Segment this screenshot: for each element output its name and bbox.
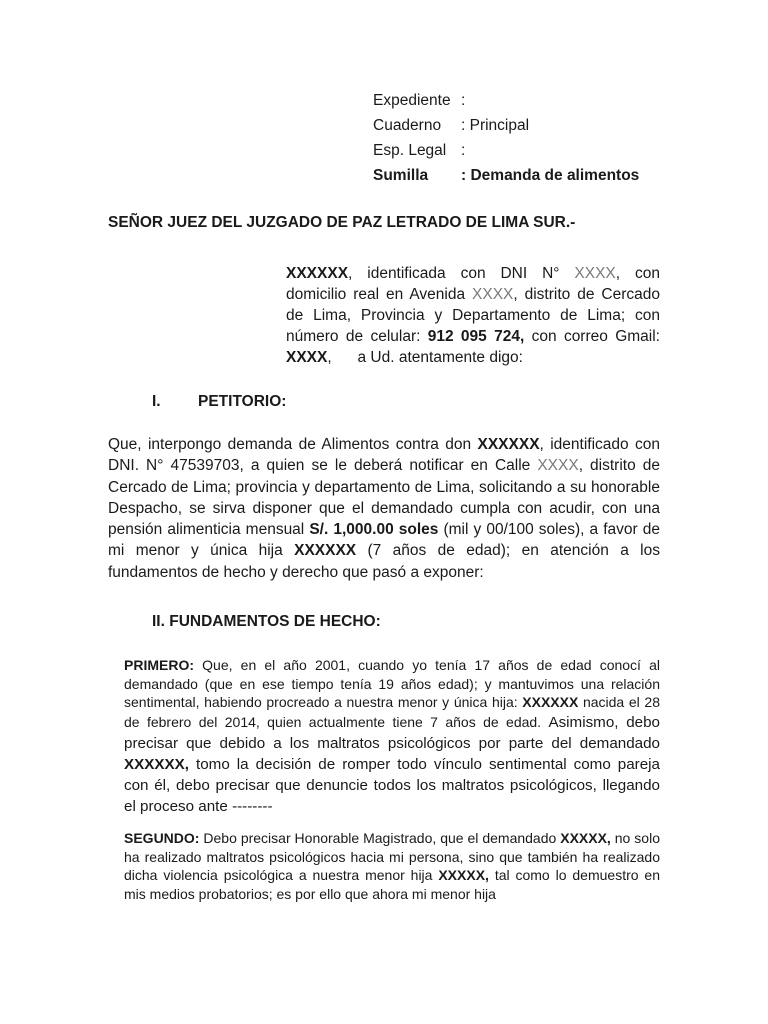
avenida-placeholder: XXXX: [472, 286, 514, 303]
petitorio-text: Que, interpongo demanda de Alimentos contra don: [108, 436, 478, 453]
expediente-label: Expediente: [373, 92, 451, 109]
hija-name: XXXXXX: [522, 694, 579, 711]
primero-text: tomo la decisión de romper todo vínculo sentimental como pareja con él, debo precisar que denuncie todos los maltratos psicológicos, llegando el proceso ante --------: [124, 755, 660, 815]
expediente-value: :: [461, 92, 466, 109]
fundamentos-heading: II. FUNDAMENTOS DE HECHO:: [152, 613, 381, 630]
demandado-name: XXXXXX,: [124, 755, 189, 773]
petitorio-paragraph: [108, 434, 660, 583]
section-number: I.: [152, 393, 161, 410]
sumilla-value: : Demanda de alimentos: [461, 167, 640, 184]
addressee-heading: SEÑOR JUEZ DEL JUZGADO DE PAZ LETRADO DE LIMA SUR.-: [108, 214, 576, 231]
demandado-name: XXXXXX: [477, 436, 540, 453]
primero-paragraph: [124, 656, 660, 817]
petitorio-text: , distrito de Cercado de Lima; provincia y departamento de Lima, solicitando a su honorable Despacho, se sirva disponer que el demandado cumpla con acudir, con una pensión alimenticia mensual: [108, 457, 660, 539]
sumilla-row: [373, 163, 639, 188]
pension-amount: S/. 1,000.00 soles: [309, 521, 439, 539]
expediente-row: [373, 88, 639, 113]
intro-text: con correo Gmail:: [524, 328, 660, 345]
petitorio-text: (mil y 00/100 soles), a favor de mi menor y única hija: [108, 521, 660, 560]
cuaderno-row: [373, 113, 639, 138]
intro-paragraph: [286, 263, 660, 368]
petitorio-text: , identificado con DNI. N° 47539703, a quien se le deberá notificar en Calle: [108, 436, 660, 475]
phone-number: 912 095 724,: [427, 328, 525, 345]
section-title: PETITORIO:: [198, 393, 287, 410]
intro-text: , a Ud. atentamente digo:: [327, 349, 523, 366]
petitorio-heading: [152, 393, 286, 411]
demandado-name: XXXXX,: [560, 830, 611, 846]
sumilla-label: Sumilla: [373, 167, 429, 184]
hija-name: XXXXX,: [438, 867, 489, 884]
case-header: [373, 88, 639, 188]
primero-text: nacida el 28 de febrero del 2014, quien actualmente tiene 7 años de edad.: [124, 694, 660, 730]
esp-legal-value: :: [461, 142, 466, 159]
primero-label: PRIMERO:: [124, 657, 194, 673]
segundo-label: SEGUNDO:: [124, 830, 200, 846]
plaintiff-name: XXXXXX: [286, 265, 349, 282]
primero-text: Asimismo, debo precisar que debido a los maltratos psicológicos por parte del demandado: [124, 713, 660, 752]
cuaderno-value: : Principal: [461, 117, 530, 134]
hija-name: XXXXXX: [294, 542, 357, 560]
petitorio-text: (7 años de edad); en atención a los fundamentos de hecho y derecho que pasó a exponer:: [108, 542, 661, 581]
segundo-paragraph: [124, 829, 660, 903]
segundo-text: Debo precisar Honorable Magistrado, que el demandado: [199, 830, 561, 846]
esp-legal-label: Esp. Legal: [373, 142, 447, 159]
intro-text: , distrito de Cercado de Lima, Provincia y Departamento de Lima; con número de celular:: [286, 286, 660, 345]
segundo-text: tal como lo demuestro en mis medios probatorios; es por ello que ahora mi menor hija: [124, 867, 660, 902]
esp-legal-row: [373, 138, 639, 163]
gmail-placeholder: XXXX: [286, 349, 328, 366]
calle-placeholder: XXXX: [537, 457, 579, 475]
dni-placeholder: XXXX: [574, 265, 616, 282]
segundo-text: no solo ha realizado maltratos psicológicos hacia mi persona, sino que también ha realizado dicha violencia psicológica a nuestra menor hija: [124, 830, 660, 884]
primero-text: Que, en el año 2001, cuando yo tenía 17 años de edad conocí al demandado (que en ese tiempo tenía 19 años edad); y mantuvimos una relación sentimental, habiendo procreado a nuestra menor y única hija:: [124, 657, 660, 711]
cuaderno-label: Cuaderno: [373, 117, 442, 134]
intro-text: , con domicilio real en Avenida: [286, 265, 660, 303]
intro-text: , identificada con DNI N°: [348, 265, 575, 282]
